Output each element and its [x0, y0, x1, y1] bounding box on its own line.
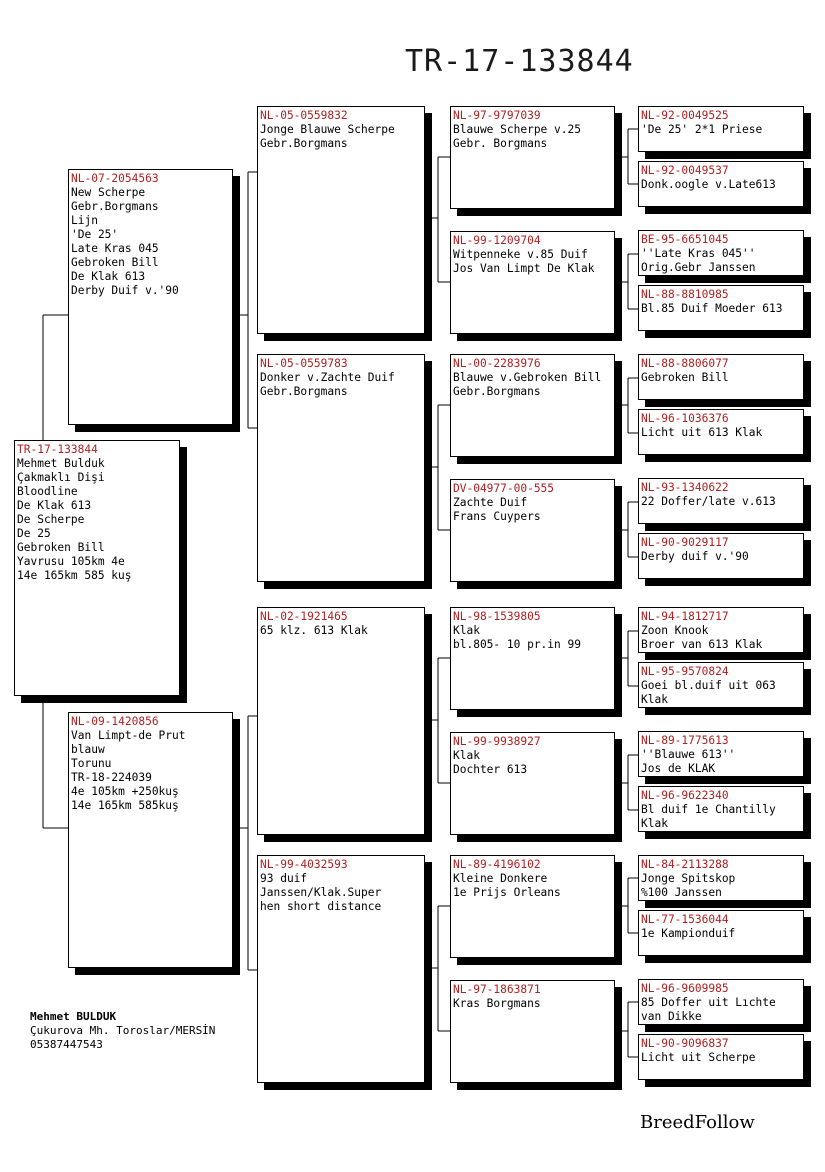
pigeon-info-line: bl.805- 10 pr.in 99: [453, 638, 581, 651]
pigeon-info-line: ''Blauwe 613'': [641, 748, 736, 761]
pigeon-info-line: 93 duif: [260, 872, 308, 885]
pigeon-info-line: Frans Cuypers: [453, 510, 541, 523]
root-pigeon-card[interactable]: [14, 440, 180, 696]
pigeon-info-line: Klak: [641, 693, 668, 706]
gen4-card-5[interactable]: [638, 354, 804, 400]
ring-number: NL-09-1420856: [71, 715, 159, 728]
ring-number: NL-97-9797039: [453, 109, 541, 122]
gen4-card-14[interactable]: [638, 910, 804, 956]
pigeon-info-line: 'De 25': [71, 228, 119, 241]
pigeon-info-line: De Klak 613: [17, 499, 92, 512]
pigeon-info-line: Jos Van Limpt De Klak: [453, 262, 595, 275]
sire-sire-sire-card[interactable]: [450, 106, 615, 209]
pigeon-info-line: Jonge Blauwe Scherpe: [260, 123, 395, 136]
pigeon-info-line: Derby duif v.'90: [641, 550, 749, 563]
pigeon-info-line: Lijn: [71, 214, 98, 227]
pigeon-info-line: Çakmaklı Dişi: [17, 471, 105, 484]
pigeon-info-line: Dochter 613: [453, 763, 528, 776]
ring-number: NL-92-0049537: [641, 164, 729, 177]
pigeon-info-line: van Dikke: [641, 1010, 702, 1023]
dam-sire-card[interactable]: [257, 607, 425, 835]
pigeon-info-line: Blauwe v.Gebroken Bill: [453, 371, 602, 384]
ring-number: NL-99-9938927: [453, 735, 541, 748]
dam-dam-sire-card[interactable]: [450, 855, 615, 958]
ring-number: DV-04977-00-555: [453, 482, 555, 495]
ring-number: NL-05-0559783: [260, 357, 348, 370]
ring-number: NL-89-1775613: [641, 734, 729, 747]
gen4-card-15[interactable]: [638, 979, 804, 1025]
pigeon-info-line: Klak: [453, 624, 480, 637]
owner-phone: 05387447543: [30, 1038, 103, 1051]
pigeon-info-line: Witpenneke v.85 Duif: [453, 248, 588, 261]
pigeon-info-line: Gebroken Bill: [641, 371, 729, 384]
ring-number: BE-95-6651045: [641, 233, 729, 246]
pigeon-info-line: Kleine Donkere: [453, 872, 548, 885]
gen4-card-7[interactable]: [638, 478, 804, 524]
pigeon-info-line: Donk.oogle v.Late613: [641, 178, 776, 191]
ring-number: NL-89-4196102: [453, 858, 541, 871]
pigeon-info-line: Klak: [641, 817, 668, 830]
pigeon-info-line: Late Kras 045: [71, 242, 159, 255]
pigeon-info-line: Gebr.Borgmans: [453, 385, 541, 398]
pigeon-info-line: 14e 165km 585kuş: [71, 799, 179, 812]
pigeon-info-line: %100 Janssen: [641, 886, 722, 899]
ring-number: NL-00-2283976: [453, 357, 541, 370]
pigeon-info-line: 1e Prijs Orleans: [453, 886, 561, 899]
pigeon-info-line: Jonge Spitskop: [641, 872, 736, 885]
pigeon-info-line: Orig.Gebr Janssen: [641, 261, 756, 274]
pigeon-info-line: Goei bl.duif uit 063: [641, 679, 776, 692]
ring-number: NL-90-9096837: [641, 1037, 729, 1050]
pigeon-info-line: blauw: [71, 743, 105, 756]
sire-dam-card[interactable]: [257, 354, 425, 582]
pigeon-info-line: Yavrusu 105km 4e: [17, 555, 125, 568]
ring-number: NL-88-8810985: [641, 288, 729, 301]
pigeon-info-line: Gebr.Borgmans: [71, 200, 159, 213]
pigeon-info-line: Gebr.Borgmans: [260, 385, 348, 398]
dam-dam-dam-card[interactable]: [450, 980, 615, 1083]
gen4-card-16[interactable]: [638, 1034, 804, 1080]
pigeon-info-line: Gebroken Bill: [71, 256, 159, 269]
dam-card[interactable]: [68, 712, 233, 968]
sire-dam-dam-card[interactable]: [450, 479, 615, 582]
pigeon-info-line: Zachte Duif: [453, 496, 528, 509]
gen4-card-1[interactable]: [638, 106, 804, 152]
gen4-card-10[interactable]: [638, 662, 804, 708]
pigeon-info-line: Mehmet Bulduk: [17, 457, 105, 470]
pigeon-info-line: Licht uit 613 Klak: [641, 426, 763, 439]
ring-number: NL-93-1340622: [641, 481, 729, 494]
ring-number: NL-94-1812717: [641, 610, 729, 623]
pigeon-info-line: 4e 105km +250kuş: [71, 785, 179, 798]
pigeon-info-line: Gebr. Borgmans: [453, 137, 548, 150]
gen4-card-6[interactable]: [638, 409, 804, 455]
ring-number: NL-92-0049525: [641, 109, 729, 122]
pigeon-info-line: 65 klz. 613 Klak: [260, 624, 368, 637]
dam-sire-dam-card[interactable]: [450, 732, 615, 835]
pigeon-info-line: 85 Doffer uit Lıchte: [641, 996, 776, 1009]
pigeon-info-line: Derby Duif v.'90: [71, 284, 179, 297]
pigeon-info-line: Gebr.Borgmans: [260, 137, 348, 150]
gen4-card-11[interactable]: [638, 731, 804, 777]
gen4-card-9[interactable]: [638, 607, 804, 653]
pigeon-info-line: Bloodline: [17, 485, 78, 498]
pigeon-info-line: New Scherpe: [71, 186, 146, 199]
pigeon-info-line: De Scherpe: [17, 513, 85, 526]
pigeon-info-line: Gebroken Bill: [17, 541, 105, 554]
ring-number: NL-05-0559832: [260, 109, 348, 122]
pigeon-info-line: Janssen/Klak.Super: [260, 886, 382, 899]
gen4-card-2[interactable]: [638, 161, 804, 207]
ring-number: NL-88-8806077: [641, 357, 729, 370]
ring-number: NL-07-2054563: [71, 172, 159, 185]
pigeon-info-line: 14e 165km 585 kuş: [17, 569, 132, 582]
pigeon-info-line: Jos de KLAK: [641, 762, 716, 775]
gen4-card-4[interactable]: [638, 285, 804, 331]
ring-number: NL-90-9029117: [641, 536, 729, 549]
pigeon-info-line: Kras Borgmans: [453, 997, 541, 1010]
pigeon-info-line: 22 Doffer/late v.613: [641, 495, 776, 508]
sire-dam-sire-card[interactable]: [450, 354, 615, 457]
gen4-card-8[interactable]: [638, 533, 804, 579]
gen4-card-3[interactable]: [638, 230, 804, 276]
ring-number: NL-98-1539805: [453, 610, 541, 623]
ring-number: NL-96-1036376: [641, 412, 729, 425]
pigeon-info-line: De Klak 613: [71, 270, 146, 283]
pigeon-info-line: Bl.85 Duif Moeder 613: [641, 302, 783, 315]
owner-info: [30, 1010, 215, 1052]
dam-dam-card[interactable]: [257, 855, 425, 1083]
ring-number: TR-17-133844: [17, 443, 98, 456]
sire-sire-card[interactable]: [257, 106, 425, 334]
ring-number-title: TR-17-133844: [405, 44, 634, 79]
pigeon-info-line: 'De 25' 2*1 Priese: [641, 123, 763, 136]
pigeon-info-line: 1e Kampionduif: [641, 927, 736, 940]
ring-number: NL-77-1536044: [641, 913, 729, 926]
ring-number: NL-96-9609985: [641, 982, 729, 995]
sire-sire-dam-card[interactable]: [450, 231, 615, 334]
dam-sire-sire-card[interactable]: [450, 607, 615, 710]
pigeon-info-line: TR-18-224039: [71, 771, 152, 784]
ring-number: NL-95-9570824: [641, 665, 729, 678]
brand-logo-text: BreedFollow: [640, 1112, 755, 1133]
pigeon-info-line: Van Limpt-de Prut: [71, 729, 186, 742]
gen4-card-12[interactable]: [638, 786, 804, 832]
ring-number: NL-96-9622340: [641, 789, 729, 802]
pigeon-info-line: Klak: [453, 749, 480, 762]
pigeon-info-line: Blauwe Scherpe v.25: [453, 123, 581, 136]
owner-name: Mehmet BULDUK: [30, 1010, 117, 1023]
ring-number: NL-97-1863871: [453, 983, 541, 996]
sire-card[interactable]: [68, 169, 233, 425]
pigeon-info-line: Donker v.Zachte Duif: [260, 371, 395, 384]
gen4-card-13[interactable]: [638, 855, 804, 901]
pigeon-info-line: Torunu: [71, 757, 112, 770]
pigeon-info-line: hen short distance: [260, 900, 382, 913]
ring-number: NL-99-4032593: [260, 858, 348, 871]
pigeon-info-line: Zoon Knook: [641, 624, 709, 637]
pigeon-info-line: De 25: [17, 527, 51, 540]
ring-number: NL-84-2113288: [641, 858, 729, 871]
ring-number: NL-99-1209704: [453, 234, 541, 247]
pigeon-info-line: Bl duif 1e Chantilly: [641, 803, 776, 816]
pigeon-info-line: ''Late Kras 045'': [641, 247, 756, 260]
pigeon-info-line: Licht uit Scherpe: [641, 1051, 756, 1064]
owner-address: Çukurova Mh. Toroslar/MERSİN: [30, 1024, 216, 1037]
ring-number: NL-02-1921465: [260, 610, 348, 623]
pigeon-info-line: Broer van 613 Klak: [641, 638, 763, 651]
